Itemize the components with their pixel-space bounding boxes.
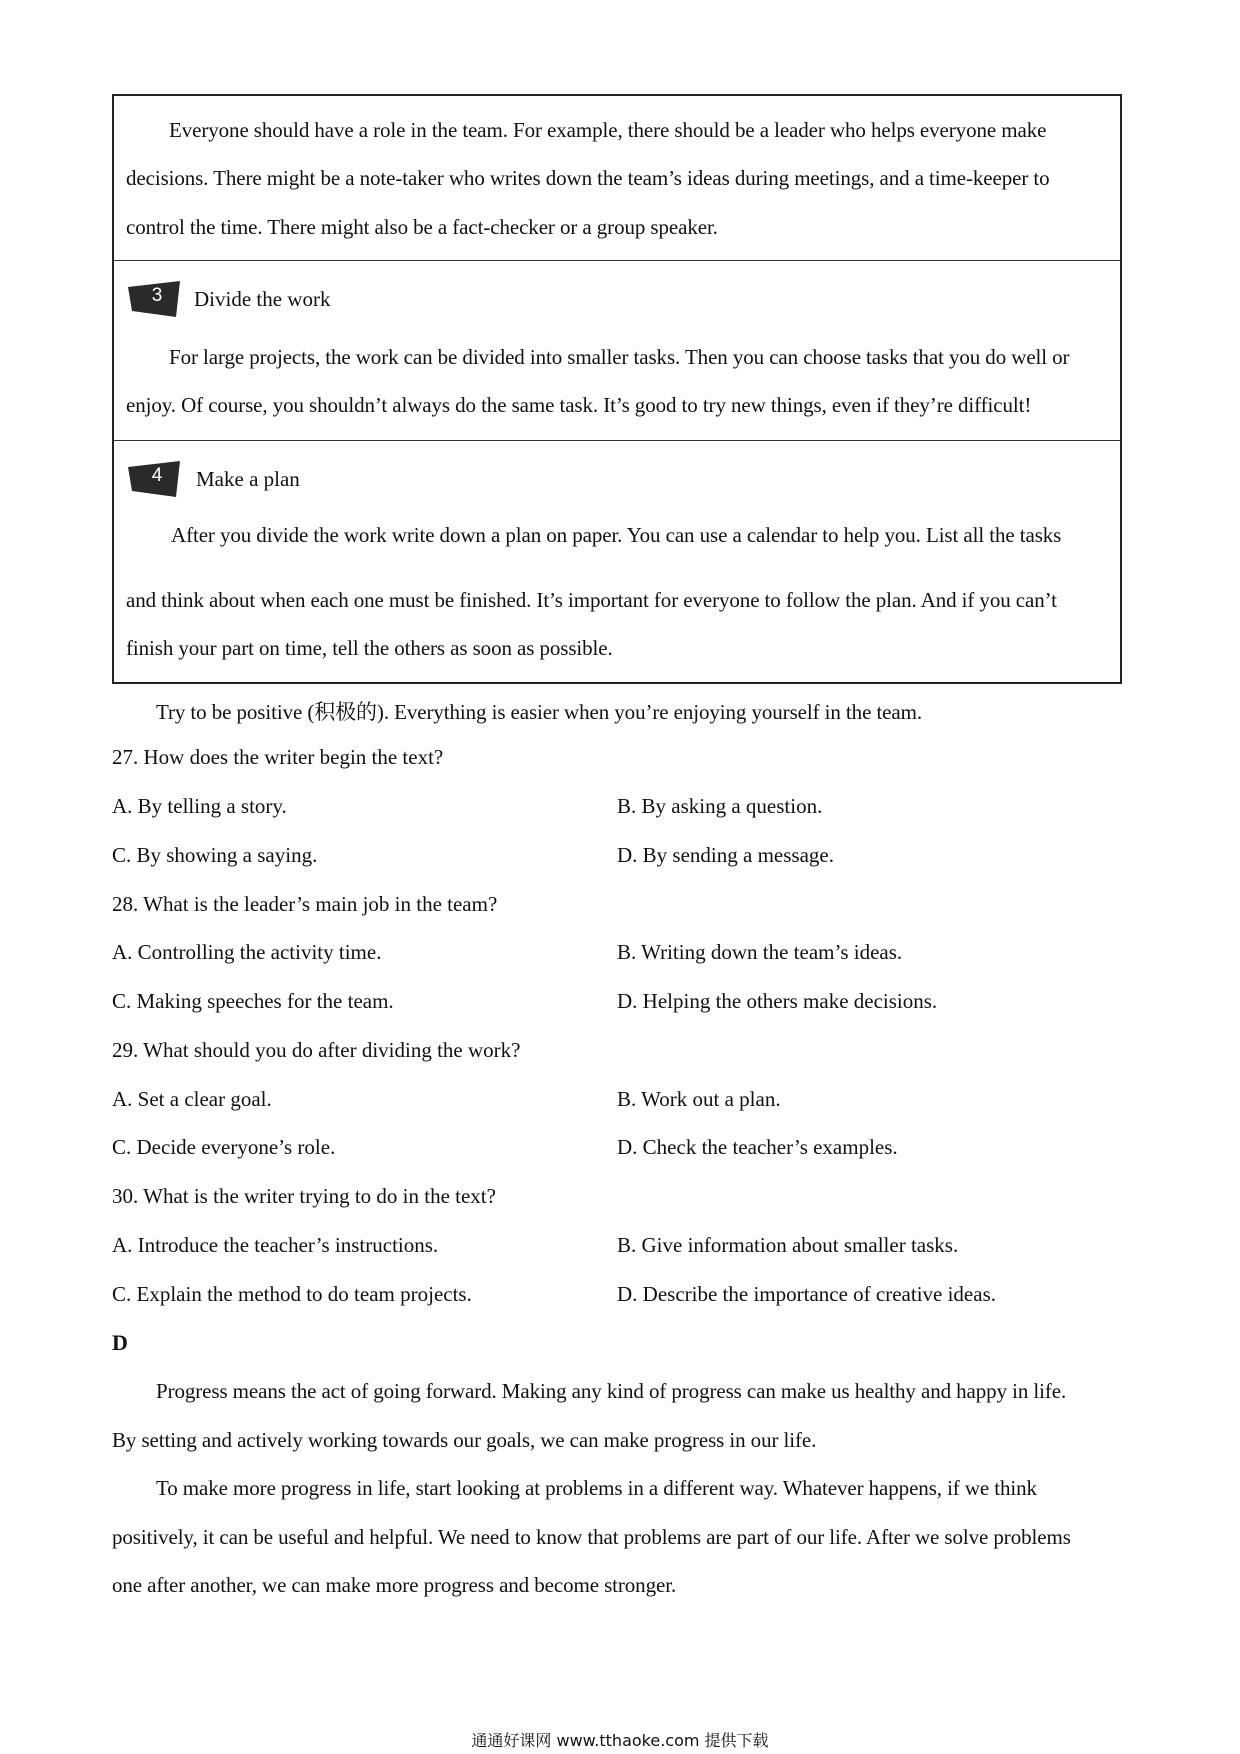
- paragraph-line: and think about when each one must be finished. It’s important for everyone to follow the plan. And if you can’t: [126, 588, 1057, 612]
- step-heading: Divide the work: [194, 287, 331, 311]
- option-d[interactable]: D. Helping the others make decisions.: [617, 989, 938, 1013]
- tip-row-roles: [114, 96, 1120, 260]
- closing-sentence: Try to be positive (积极的). Everything is easier when you’re enjoying yourself in the team.: [156, 700, 922, 724]
- paragraph-line: finish your part on time, tell the others as soon as possible.: [126, 636, 613, 660]
- option-b[interactable]: B. By asking a question.: [617, 794, 823, 818]
- question-stem: 30. What is the writer trying to do in the text?: [112, 1184, 496, 1208]
- paragraph-line: positively, it can be useful and helpful. We need to know that problems are part of our life. After we solve problems: [112, 1525, 1071, 1549]
- tip-row-make-plan: [114, 440, 1120, 682]
- option-a[interactable]: A. Introduce the teacher’s instructions.: [112, 1233, 439, 1257]
- option-c[interactable]: C. Making speeches for the team.: [112, 989, 394, 1013]
- section-d-heading: D: [112, 1330, 128, 1355]
- option-d[interactable]: D. Check the teacher’s examples.: [617, 1135, 898, 1159]
- paragraph-line: decisions. There might be a note-taker who writes down the team’s ideas during meetings, and a time-keeper to: [126, 166, 1050, 190]
- option-a[interactable]: A. Set a clear goal.: [112, 1087, 272, 1111]
- tip-row-divide-work: [114, 260, 1120, 440]
- option-d[interactable]: D. Describe the importance of creative ideas.: [617, 1282, 996, 1306]
- option-b[interactable]: B. Work out a plan.: [617, 1087, 781, 1111]
- option-c[interactable]: C. Decide everyone’s role.: [112, 1135, 336, 1159]
- option-b[interactable]: B. Writing down the team’s ideas.: [617, 940, 903, 964]
- option-b[interactable]: B. Give information about smaller tasks.: [617, 1233, 959, 1257]
- paragraph-line: Progress means the act of going forward. Making any kind of progress can make us healthy and happy in life.: [156, 1379, 1067, 1403]
- paragraph-line: enjoy. Of course, you shouldn’t always do the same task. It’s good to try new things, even if they’re difficult!: [126, 393, 1032, 417]
- footer-source: 通通好课网 www.tthaoke.com 提供下载: [471, 1731, 769, 1750]
- option-a[interactable]: A. By telling a story.: [112, 794, 287, 818]
- option-c[interactable]: C. By showing a saying.: [112, 843, 318, 867]
- paragraph-line: By setting and actively working towards our goals, we can make progress in our life.: [112, 1428, 817, 1452]
- paragraph-line: control the time. There might also be a fact-checker or a group speaker.: [126, 215, 718, 239]
- question-stem: 27. How does the writer begin the text?: [112, 745, 444, 769]
- question-stem: 29. What should you do after dividing the work?: [112, 1038, 521, 1062]
- paragraph-line: After you divide the work write down a plan on paper. You can use a calendar to help you. List all the tasks: [171, 523, 1062, 547]
- step-heading: Make a plan: [196, 467, 300, 491]
- step-number-badge: 3: [126, 281, 182, 319]
- option-d[interactable]: D. By sending a message.: [617, 843, 834, 867]
- paragraph-line: one after another, we can make more progress and become stronger.: [112, 1573, 677, 1597]
- option-c[interactable]: C. Explain the method to do team projects.: [112, 1282, 472, 1306]
- team-tips-box: [112, 94, 1122, 684]
- paragraph-line: For large projects, the work can be divided into smaller tasks. Then you can choose tasks that you do well or: [169, 345, 1070, 369]
- paragraph-line: To make more progress in life, start looking at problems in a different way. Whatever happens, if we think: [156, 1476, 1037, 1500]
- paragraph-line: Everyone should have a role in the team. For example, there should be a leader who helps everyone make: [169, 118, 1047, 142]
- step-number-badge: 4: [126, 461, 182, 499]
- question-stem: 28. What is the leader’s main job in the team?: [112, 892, 498, 916]
- option-a[interactable]: A. Controlling the activity time.: [112, 940, 382, 964]
